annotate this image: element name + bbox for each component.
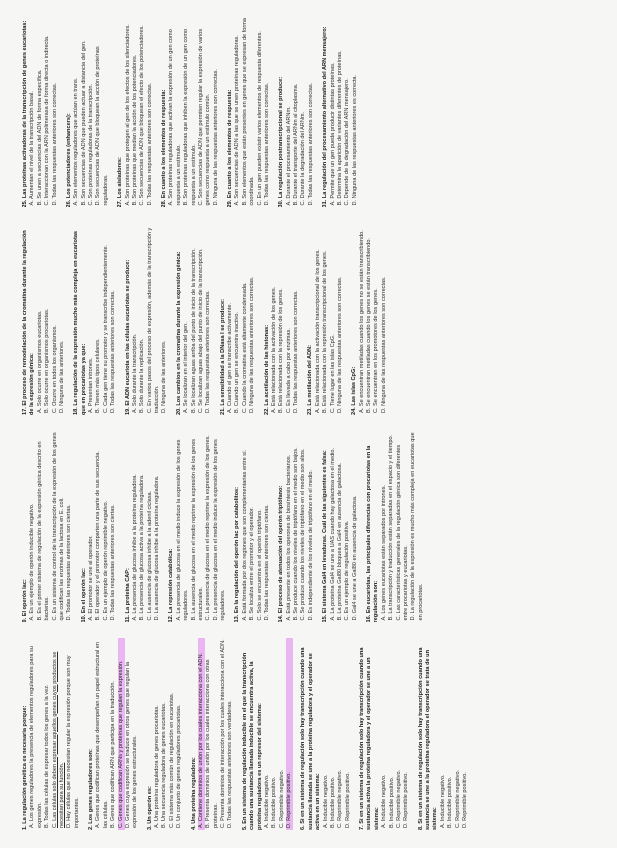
- answer-option: D. Genes cuya expresión se traduce en otros genes que regulan la expresión de los genes estructurales.: [124, 661, 139, 828]
- question-title: 19. El ADN eucariota en las células eucariotas se produce:: [124, 259, 131, 415]
- answer-option: D. La ausencia de glucosa inhibe a la proteína reguladora.: [154, 475, 160, 621]
- answer-option: C. La presencia de glucosa en el medio reprime la expresión de los genes.: [205, 435, 212, 621]
- question-block: [168, 431, 227, 623]
- question-title: 1. La regulación genética es necesaria porque:: [22, 705, 28, 830]
- answer-option: C. Reprimible negativo.: [337, 769, 344, 828]
- answer-option: A. La presencia de glucosa en el medio induce la expresión de los genes reguladores.: [175, 439, 190, 621]
- question-block: [366, 431, 425, 623]
- answer-option: A. Son proteínas reguladoras que activan la expresión de un gen como respuesta a un estímulo.: [168, 29, 182, 206]
- answer-option: C. Las características generales de la regulación génica son diferentes entre procariotas y eucariotas.: [395, 444, 409, 621]
- answer-option: A. La presencia de glucosa inhibe a la proteína reguladora.: [131, 474, 138, 621]
- answer-option: B. Es el primer sistema de regulación de la expresión génica descrito en bacterias.: [36, 441, 51, 621]
- highlighted-answer-option: D. Reprimible positivo.: [286, 639, 293, 831]
- question-title: 12. La represión catabólica:: [168, 548, 175, 623]
- question-title: 7. Si en un sistema de regulación solo hay transcripción cuando una sustancia activa la proteína reguladora y el operador se une a un sistema:: [359, 647, 380, 830]
- answer-option: C. Reprimible negativo.: [395, 769, 402, 828]
- answer-option: C. Solo se encuentra en el operón triptófano.: [256, 509, 263, 621]
- answer-option: B. Todas las células de expresar todos los genes a la vez.: [44, 684, 51, 828]
- answer-option: A. Está relacionada con la activación de los genes.: [270, 286, 277, 413]
- answer-option: A. Una proteína reguladora de genes procariotas.: [154, 705, 160, 828]
- question-title: 29. En cuanto a los elementos de respuesta:: [227, 89, 233, 208]
- answer-option: C. Son proteínas reguladoras de la transcripción.: [88, 83, 94, 206]
- question-title: 13. En la regulación del operón lac por catabolitos:: [234, 486, 241, 623]
- highlighted-answer-option: C. Genes que codifican ARNs y proteínas que regulan la expresión.: [118, 639, 125, 831]
- answer-option: D. Son secuencias de ADN que bloquean la acción de proteínas reguladoras.: [95, 46, 109, 206]
- question-block: [22, 224, 66, 416]
- question-block: [161, 16, 220, 208]
- answer-option: D. La presencia de glucosa en el medio induce la expresión de los genes reguladores.: [212, 439, 226, 621]
- answer-option: A. Inducible negativo.: [439, 774, 446, 828]
- question-block: [81, 431, 118, 623]
- answer-option: B. Se produce cuando los niveles de triptófano en el medio son bajos.: [293, 447, 299, 621]
- answer-option: C. Reprimible negativo.: [278, 769, 285, 828]
- question-block: [227, 16, 271, 208]
- question-block: [147, 639, 184, 831]
- answer-option: B. Determina la aparición de variantes diferentes de proteínas.: [336, 50, 343, 206]
- question-block: [117, 16, 154, 208]
- question-title: 2. Los genes reguladores son:: [88, 749, 94, 830]
- answer-option: A. La proteína Gal4 se une a UAS cuando hay galactosa en el medio.: [329, 447, 336, 621]
- question-block: [234, 431, 271, 623]
- answer-option: D. Es independiente de los niveles de triptófano en el medio.: [307, 469, 314, 621]
- answer-option: B. La transcripción y traducción están separadas en el espacio y el tiempo.: [388, 434, 395, 621]
- answer-option: A. El promotor se une al operador.: [88, 535, 94, 621]
- question-title: 6. Si en un sistema de regulación solo hay transcripción cuando una sustancia llamada se une a la proteína reguladora y el operador se activa en un sistema:: [300, 647, 322, 830]
- answer-option: A. Durante el procesamiento del ARNm.: [285, 106, 292, 206]
- question-title: 4. Una proteína reguladora:: [190, 757, 197, 830]
- answer-option: D. Reprimible positivo.: [461, 772, 468, 828]
- answer-option: C. En un gen pueden existir varios elementos de respuesta diferentes.: [256, 31, 263, 206]
- question-block: [88, 639, 140, 831]
- answer-option: C. Cuando la cromatina está altamente condensada.: [241, 282, 248, 413]
- answer-option: C. Interaccionan con la ARN polimerasa de forma directa o indirecta.: [44, 35, 51, 206]
- question-title: 26. Los potenciadores (enhancers):: [65, 113, 72, 208]
- answer-option: B. Solo ocurre en organismos procariotas.: [44, 308, 51, 413]
- question-block: [418, 639, 470, 831]
- question-title: 27. Los aisladores:: [117, 157, 124, 208]
- answer-option: D. Todas las respuestas anteriores son ciertas.: [263, 504, 270, 621]
- answer-option: D. Un conjunto de genes reguladores procariotas.: [176, 704, 183, 828]
- question-block: [66, 16, 110, 208]
- answer-option: D. Ninguna de las respuestas anteriores es correcta.: [351, 74, 358, 206]
- answer-option: C. Son secuencias de ADN que permiten regular la expresión de varios genes como respuesta a un estímulo común.: [197, 28, 212, 206]
- answer-option: B. Son proteínas reguladoras que inhiben la expresión de un gen como respuesta a un estímulo.: [183, 28, 197, 206]
- question-title: 9. El operón lac:: [22, 579, 28, 623]
- answer-option: B. La presencia de glucosa activa a la proteína reguladora.: [139, 474, 146, 621]
- answer-option: B. Se localizan aguas arriba del punto de inicio de la transcripción.: [190, 248, 197, 413]
- answer-option: C. Reprimible negativo.: [454, 769, 461, 828]
- answer-option: A. Son proteínas que protegen al gen de los efectos de los silenciadores.: [124, 24, 131, 206]
- answer-option: C. Depende de la degradación del ARN mensajero.: [344, 78, 351, 206]
- answer-option: B. Inducible positivo.: [447, 776, 454, 828]
- answer-option: B. Son proteínas que median la acción de los potenciadores.: [131, 54, 138, 206]
- answer-option: B. Está relacionada con la represión de los genes.: [278, 288, 285, 413]
- answer-option: D. La regulación de la expresión es mucho más compleja en eucariotas que en procariotas.: [410, 432, 424, 621]
- answer-option: B. Inducible positivo.: [271, 776, 278, 828]
- answer-option: C. Presenta dominios de interacción por los cuales interacciona con el ADN.: [220, 639, 226, 828]
- question-title: 24. Las islas CpG:: [351, 366, 358, 415]
- answer-option: C. Ocurre en todos los organismos.: [51, 325, 58, 413]
- answer-option: A. Los genes reguladores la presencia de elementos reguladores para su expresión.: [29, 646, 43, 828]
- answer-option: B. Inducible positivo.: [388, 776, 395, 828]
- text-column: [22, 639, 607, 831]
- answer-option: A. Genes que codifican proteínas que desempeñan un papel estructural en las células.: [95, 642, 109, 828]
- question-title: 15. El sistema Gal4 en levaduras. Cuál de las siguientes es falsa:: [322, 450, 329, 623]
- answer-option: A. Son secuencias de ADN a las que se unen proteínas reguladoras.: [234, 35, 241, 206]
- answer-option: A. Se localizan en el interior del gen.: [183, 322, 190, 413]
- answer-option: A. Está relacionada con la activación transcripcional de los genes.: [314, 249, 321, 413]
- question-block: [191, 639, 235, 831]
- question-block: [125, 431, 162, 623]
- answer-option: B. Durante el transporte del ARNm al citoplasma.: [293, 83, 299, 206]
- answer-option: B. Está relacionada con la represión transcripcional de los genes.: [322, 250, 329, 413]
- question-title: 11. La proteína CAP:: [124, 568, 131, 623]
- answer-option: C. Es un ejemplo de operón reprimible negativo.: [102, 500, 109, 621]
- answer-option: D. Ninguna de las respuestas anteriores son correctas.: [380, 276, 387, 413]
- question-title: 20. Los cambios en la cromatina durante la expresión génica:: [175, 251, 182, 415]
- answer-option: B. Son secuencias de ADN que pueden actuar a distancia del gen.: [80, 40, 87, 206]
- answer-option: B. Presenta dominios de unión por los cuales interacciona con otras proteínas.: [205, 659, 219, 828]
- question-block: [22, 16, 59, 208]
- answer-option: D. Gal4 se une a Gal80 en ausencia de galactosa.: [351, 495, 358, 621]
- answer-option: D. Reprimible positivo.: [344, 772, 351, 828]
- answer-option: B. Se encuentran metiladas cuando los genes se están transcribiendo.: [366, 237, 372, 413]
- answer-option: D. Todas las respuestas anteriores son correctas.: [146, 82, 153, 206]
- answer-option: C. En varios pasos del proceso de expresión, además de la transcripción y traducción.: [146, 227, 160, 413]
- answer-option: B. La proteína Gal80 bloquea a Gal4 en ausencia de galactosa.: [336, 462, 343, 621]
- answer-option: B. Una secuencia reguladora de genes eucariotas.: [161, 702, 168, 828]
- answer-option: C. Es llevada a cabo por enzimas.: [285, 328, 292, 413]
- question-block: [264, 224, 301, 416]
- answer-option: D. Todas las respuestas anteriores son verdaderas.: [227, 700, 234, 828]
- question-block: [73, 224, 117, 416]
- answer-option: C. El sistema más común de regulación en eucariotas.: [168, 692, 175, 828]
- answer-option: D. Todas las respuestas anteriores son correctas.: [263, 82, 270, 206]
- answer-option: D. Ninguna de las anteriores.: [58, 340, 65, 413]
- question-block: [242, 639, 294, 831]
- question-block: [176, 224, 213, 416]
- question-block: [278, 431, 315, 623]
- answer-option: C. Se localizan aguas abajo del punto de inicio de la transcripción.: [197, 248, 204, 413]
- answer-option: C. Tiene lugar en las islas CpG.: [329, 334, 336, 413]
- answer-option: A. Aumentan el nivel de la transcripción basal.: [29, 91, 36, 206]
- answer-option: D. Ninguna de las respuestas anteriores son correctas.: [212, 69, 219, 206]
- question-title: 30. La regulación postranscripcional se produce:: [278, 76, 285, 208]
- question-block: [220, 224, 257, 416]
- answer-option: D. Todas las respuestas anteriores son correctas.: [307, 82, 314, 206]
- question-title: 25. Las proteínas activadoras de la transcripción de genes eucariotas:: [22, 20, 28, 208]
- answer-option: A. Cuando el gen se transcribe activamente.: [227, 302, 233, 413]
- answer-option: D. Todas las respuestas anteriores son ciertas.: [110, 504, 117, 621]
- answer-option: D. Hay células que no necesitan regular la expresión porque son muy importantes.: [66, 655, 80, 828]
- question-title: 21. La sensibilidad a la DNasa I se produce:: [219, 299, 226, 415]
- answer-option: C. Es un ejemplo de regulación positiva.: [344, 520, 351, 621]
- question-title: 10. En el operón lac:: [80, 568, 87, 623]
- answer-option: D. Todas las respuestas anteriores son correctas.: [110, 290, 117, 413]
- answer-option: C. Cada gen tiene su promotor y se transcribe independientemente.: [102, 244, 109, 413]
- answer-option: D. Todas las respuestas anteriores son ciertas.: [66, 504, 73, 621]
- answer-option: B. Cuando un gen se encuentra inactivo.: [234, 311, 241, 413]
- answer-option: A. Solo ocurre en organismos eucariotas.: [36, 310, 43, 413]
- question-title: 8. Si en un sistema de regulación solo hay transcripción cuando una sustancia se une a la proteína reguladora el operador se trata de un sistema:: [417, 647, 439, 830]
- question-block: [22, 639, 81, 831]
- answer-option: C. Son secuencias de ADN que bloquean el efecto de los potenciadores.: [139, 25, 146, 206]
- answer-option: A. Permite que un gen pueda producir distintas proteínas.: [329, 62, 336, 206]
- answer-option: A. Está formada por dos regiones que son complementarias entre sí.: [241, 449, 248, 621]
- answer-option: D. Ninguna de las respuestas anteriores son correctas.: [249, 276, 256, 413]
- answer-option: A. Está presente en todos los operones de biosíntesis bacterianos.: [285, 454, 292, 621]
- answer-option: D. Todas las respuestas anteriores son correctas.: [205, 290, 212, 413]
- answer-option: C. Durante la degradación del ARNm.: [300, 111, 307, 206]
- question-title: 28. En cuanto a los elementos de respuesta:: [161, 89, 167, 208]
- answer-option: B. Inducible positivo.: [329, 776, 336, 828]
- answer-option: B. El operador y el promotor comparten una parte de sus secuencia.: [95, 451, 102, 621]
- question-block: [278, 16, 315, 208]
- question-title: 14. El proceso de atenuación del operón triptófano:: [278, 485, 285, 623]
- question-title: 18. La regulación de la expresión mucho más compleja en eucariotas que en procariotas ya que:: [73, 230, 87, 415]
- answer-option: C. Se encuentran en los promotores de los genes.: [373, 288, 380, 413]
- question-title: 3. Un operón es:: [146, 786, 153, 830]
- answer-option: D. Todas las respuestas anteriores son correctas.: [293, 290, 299, 413]
- answer-option: A. Es un ejemplo de operón inducible negativo.: [29, 503, 36, 621]
- answer-option: D. Todas las respuestas anteriores son correctas.: [51, 82, 58, 206]
- question-block: [300, 639, 352, 831]
- text-column: [22, 16, 607, 208]
- question-block: [359, 639, 411, 831]
- answer-option: A. Son elementos reguladores que actúan en trans.: [73, 77, 80, 206]
- highlighted-answer-option: A. Contiene dominios de unión por los cuales interacciona con el ADN.: [198, 639, 205, 831]
- underlined-answer-option: C. Las células solo deben expresar aquellos genes cuyos productos se necesitan para su función.: [51, 651, 65, 828]
- answer-option: C. Se produce cuando los niveles de triptófano en el medio son altos.: [300, 448, 307, 621]
- answer-option: A. Inducible negativo.: [381, 774, 388, 828]
- text-column: [22, 224, 607, 416]
- answer-option: A. Los genes eucariotas están separados por intrones.: [380, 484, 387, 621]
- text-column: [22, 431, 607, 623]
- answer-option: B. Son elementos que están presentes en genes que se expresan de forma coordinada.: [241, 17, 256, 206]
- answer-option: C. Es un sistema de control de la transcripción de la expresión de los genes que codifican las enzimas de la lactosa en E. coli.: [51, 432, 65, 621]
- answer-option: A. Se encuentran metiladas cuando los genes no se están transcribiendo.: [358, 230, 365, 413]
- question-block: [322, 16, 359, 208]
- question-block: [125, 224, 169, 416]
- question-title: 5. En un sistema de regulación inducible en el que la transcripción cuando una sustancia llamada inducible se encuentra activa, la proteína reguladora es un represor del sistema:: [241, 652, 263, 830]
- answer-option: B. Se unen a secuencias del ADN de forma específica.: [36, 69, 43, 206]
- answer-option: B. Solo durante la replicación.: [139, 338, 146, 413]
- answer-option: A. Inducible negativo.: [322, 774, 329, 828]
- question-title: 31. La regulación del procesamiento alternativo del ARN mensajero:: [322, 26, 329, 208]
- question-block: [322, 431, 359, 623]
- answer-option: B. Genes que codifican ARN que participa en la traducción.: [110, 680, 117, 828]
- answer-option: A. Inducible negativo.: [263, 774, 270, 828]
- question-block: [351, 224, 388, 416]
- answer-option: B. Se localiza entre el promotor y el operador.: [249, 507, 256, 621]
- answer-option: B. Tienen más tipos celulares.: [95, 338, 102, 413]
- answer-option: D. Ninguna de las anteriores.: [161, 340, 168, 413]
- answer-option: A. Presentan intrones.: [88, 357, 94, 413]
- question-title: 23. La metilación del ADN:: [307, 344, 314, 415]
- question-title: 17. El proceso de remodelación de la cromatina durante la regulación de la expresión génica:: [22, 230, 36, 415]
- question-title: 22. La acetilación de las histonas:: [263, 324, 270, 415]
- question-block: [22, 431, 74, 623]
- answer-option: C. La ausencia de glucosa inhibe a la adenil ciclasa.: [146, 490, 153, 621]
- answer-option: B. La ausencia de glucosa en el medio reprime la expresión de los genes estructurales.: [190, 438, 204, 621]
- question-title: 16. En eucariotas, las principales diferencias con procariotas en la regulación son:: [366, 445, 380, 623]
- answer-option: A. Solo durante la transcripción.: [131, 333, 138, 413]
- question-block: [307, 224, 344, 416]
- answer-option: D. Reprimible positivo.: [403, 772, 410, 828]
- answer-option: D. Ninguna de las respuestas anteriores son correctas.: [336, 276, 343, 413]
